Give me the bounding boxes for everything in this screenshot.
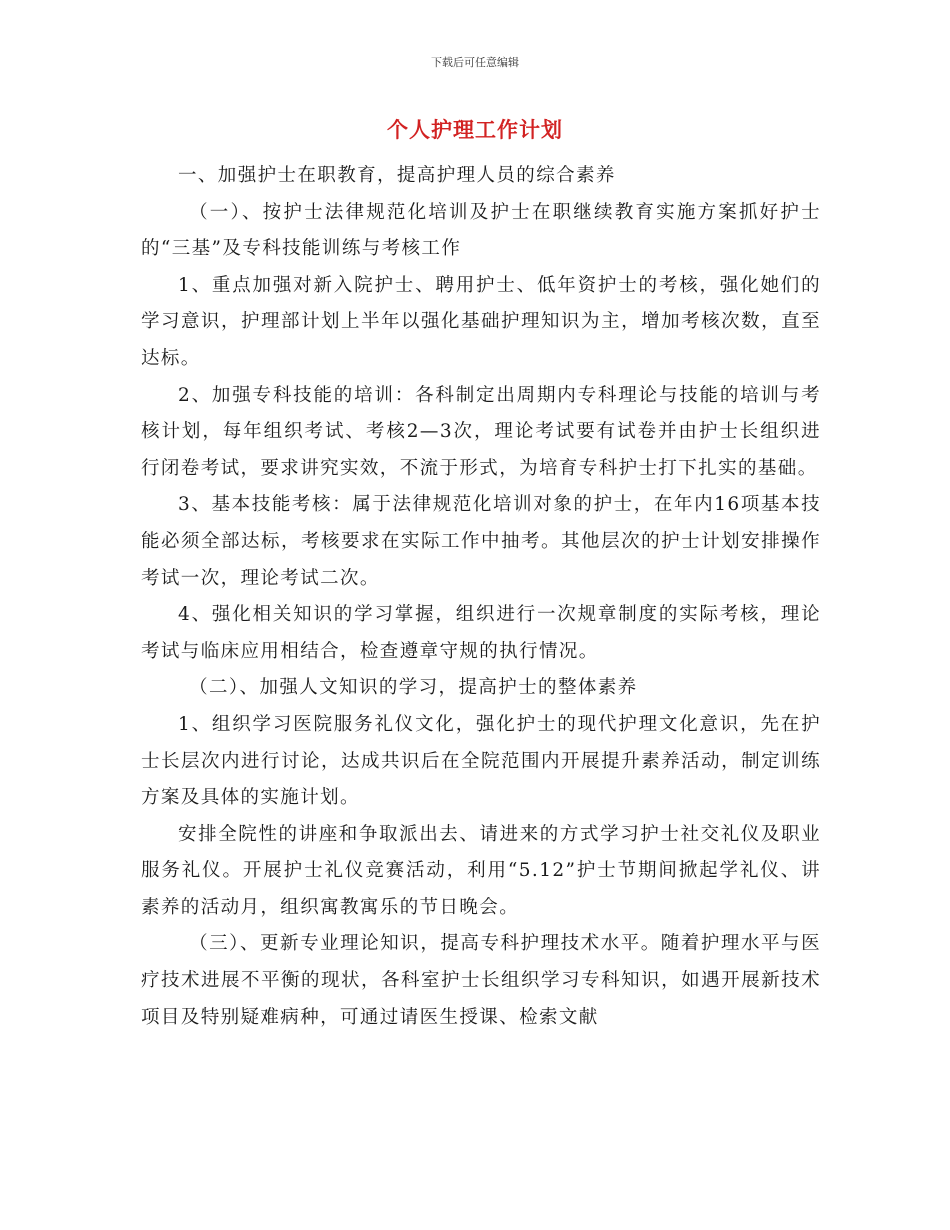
subsection-heading-3: （三）、更新专业理论知识，提高专科护理技术水平。随着护理水平与医疗技术进展不平衡的现状，各科室护士长组织学习专科知识，如遇开展新技术项目及特别疑难病种，可通过请医生授课、检索文献	[141, 933, 821, 1028]
paragraph-item-3: 3、基本技能考核：属于法律规范化培训对象的护士，在年内16项基本技能必须全部达标，考核要求在实际工作中抽考。其他层次的护士计划安排操作考试一次，理论考试二次。	[141, 494, 821, 589]
paragraph-item-6: 安排全院性的讲座和争取派出去、请进来的方式学习护士社交礼仪及职业服务礼仪。开展护士礼仪竞赛活动，利用“5.12”护士节期间掀起学礼仪、讲素养的活动月，组织寓教寓乐的节日晚会。	[141, 823, 821, 918]
paragraph-item-2: 2、加强专科技能的培训：各科制定出周期内专科理论与技能的培训与考核计划，每年组织考试、考核2—3次，理论考试要有试卷并由护士长组织进行闭卷考试，要求讲究实效，不流于形式，为培育专科护士打下扎实的基础。	[141, 384, 821, 479]
paragraph-item-4: 4、强化相关知识的学习掌握，组织进行一次规章制度的实际考核，理论考试与临床应用相结合，检查遵章守规的执行情况。	[141, 604, 821, 662]
paragraph-item-5: 1、组织学习医院服务礼仪文化，强化护士的现代护理文化意识，先在护士长层次内进行讨论，达成共识后在全院范围内开展提升素养活动，制定训练方案及具体的实施计划。	[141, 713, 821, 809]
paragraph-item-1: 1、重点加强对新入院护士、聘用护士、低年资护士的考核，强化她们的学习意识，护理部计划上半年以强化基础护理知识为主，增加考核次数，直至达标。	[141, 274, 821, 369]
subsection-heading-1: （一）、按护士法律规范化培训及护士在职继续教育实施方案抓好护士的“三基”及专科技能训练与考核工作	[141, 201, 821, 260]
document-body	[141, 158, 821, 1036]
document-title: 个人护理工作计划	[387, 117, 563, 142]
page-header-note: 下载后可任意编辑	[431, 56, 519, 69]
section-heading-1: 一、加强护士在职教育，提高护理人员的综合素养	[178, 165, 616, 186]
subsection-heading-2: （二）、加强人文知识的学习，提高护士的整体素养	[189, 677, 638, 699]
